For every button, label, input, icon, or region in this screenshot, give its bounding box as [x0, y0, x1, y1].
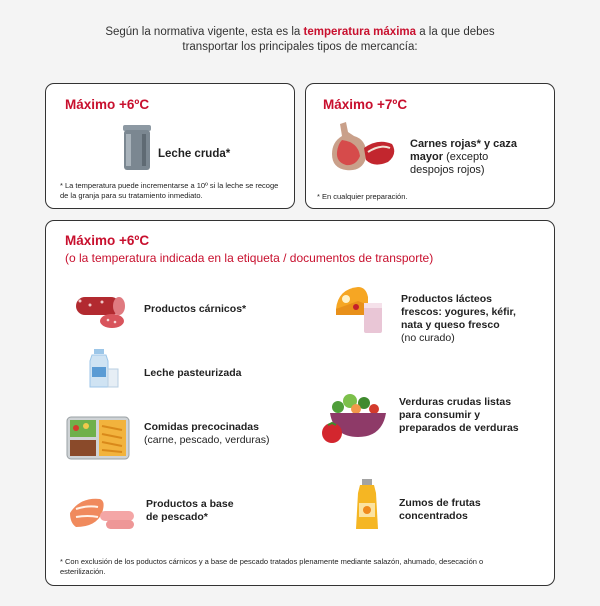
raw-milk-label: Leche cruda* — [158, 148, 231, 160]
fish-products-line2: de pescado* — [146, 511, 208, 523]
fish-icon — [66, 493, 138, 533]
fish-products-line1: Productos a base — [146, 498, 234, 510]
meat-products-label: Productos cárnicos* — [144, 303, 247, 315]
juice-label — [399, 497, 481, 523]
sausage-icon — [72, 291, 130, 331]
main-subtitle: (o la temperatura indicada en la etiqueta / documentos de transporte) — [65, 251, 434, 265]
ready-meals-note: (carne, pescado, verduras) — [144, 434, 270, 446]
vegetables-label — [399, 396, 519, 435]
vegetables-line2: para consumir y — [399, 409, 481, 421]
intro-highlight: temperatura máxima — [303, 26, 417, 38]
red-meat-icon — [328, 120, 398, 175]
ready-meal-icon — [66, 416, 130, 460]
intro-line1-post: a la que debes — [419, 26, 495, 38]
dairy-line1: Productos lácteos — [401, 293, 493, 305]
card-raw-milk — [45, 83, 295, 209]
ready-meals-title: Comidas precocinadas — [144, 421, 259, 433]
main-title: Máximo +6ºC — [65, 233, 150, 248]
card-raw-milk-title: Máximo +6ºC — [65, 97, 150, 112]
juice-bottle-icon — [352, 477, 382, 533]
red-meat-label-line3: despojos rojos) — [410, 164, 485, 176]
dairy-line2: frescos: yogures, kéfir, — [401, 306, 516, 318]
fish-products-label — [146, 498, 234, 524]
raw-milk-footnote: * La temperatura puede incrementarse a 10º si la leche se recoge de la granja para su tratamiento inmediato. — [60, 181, 279, 200]
salad-bowl-icon — [318, 391, 394, 447]
juice-line2: concentrados — [399, 510, 468, 522]
main-footnote: * Con exclusión de los poductos cárnicos y a base de pescado tratados plenamente mediante salazón, ahumado, desecación o esterilización. — [60, 557, 484, 576]
dairy-icon — [332, 283, 386, 337]
intro-line1-pre: Según la normativa vigente, esta es la — [105, 26, 301, 38]
intro-text — [40, 25, 560, 55]
dairy-note: (no curado) — [401, 332, 455, 344]
dairy-label — [401, 293, 516, 345]
card-main-list — [45, 220, 555, 586]
card-red-meat-title: Máximo +7ºC — [323, 97, 408, 112]
vegetables-line3: preparados de verduras — [399, 422, 519, 434]
red-meat-footnote: * En cualquier preparación. — [317, 192, 408, 201]
red-meat-label — [410, 138, 517, 177]
milk-bottle-icon — [86, 347, 120, 391]
milk-can-icon — [120, 122, 154, 172]
red-meat-label-line1: Carnes rojas* y caza — [410, 138, 518, 150]
dairy-line3: nata y queso fresco — [401, 319, 500, 331]
pasteurized-milk-label: Leche pasteurizada — [144, 367, 242, 379]
juice-line1: Zumos de frutas — [399, 497, 481, 509]
card-red-meat — [305, 83, 555, 209]
ready-meals-label — [144, 421, 269, 447]
red-meat-label-rest: (excepto — [446, 151, 489, 163]
vegetables-line1: Verduras crudas listas — [399, 396, 512, 408]
red-meat-label-bold: mayor — [410, 151, 444, 163]
intro-line2: transportar los principales tipos de mercancía: — [182, 41, 418, 53]
